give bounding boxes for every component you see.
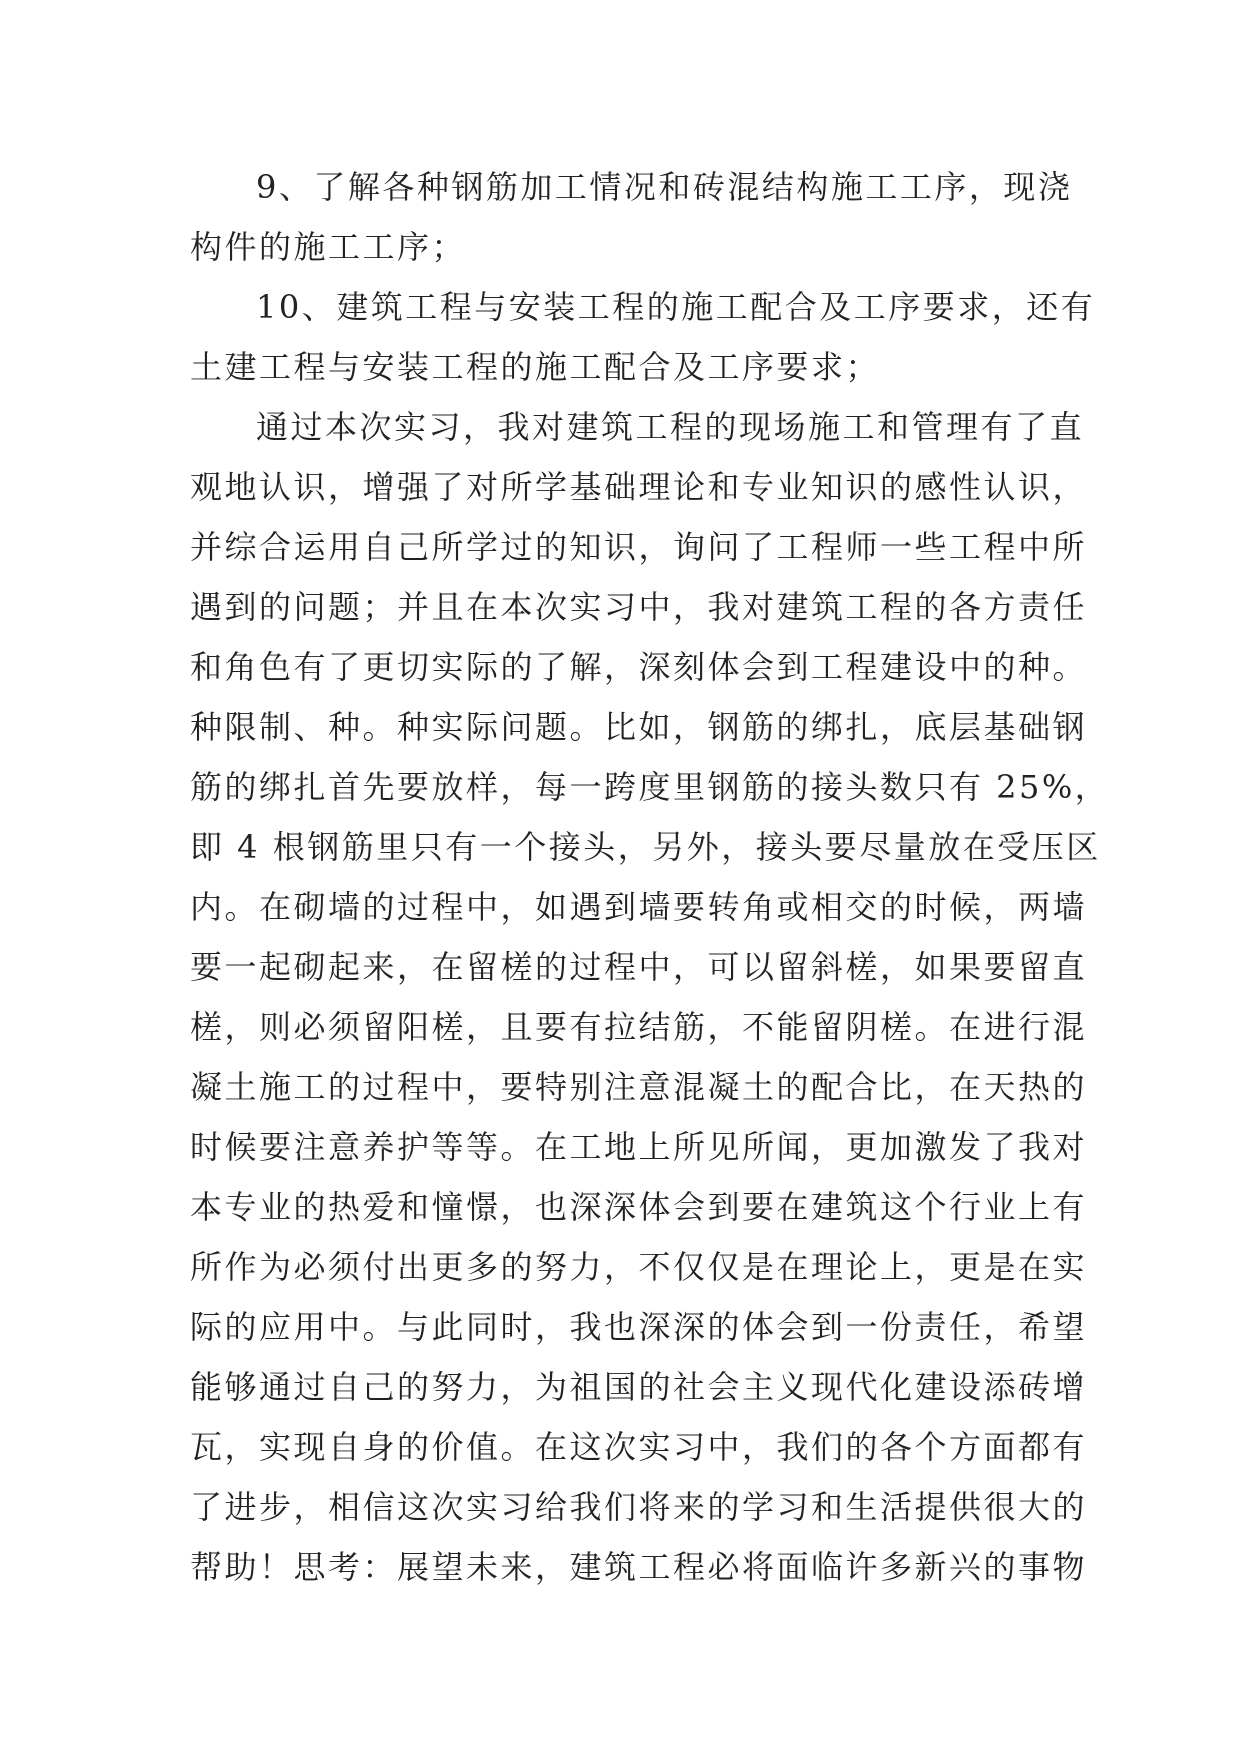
paragraph-10-line-1: 10、建筑工程与安装工程的施工配合及工序要求，还有 <box>256 288 1096 326</box>
summary-line-11: 槎，则必须留阳槎，且要有拉结筋，不能留阴槎。在进行混 <box>190 1008 1088 1046</box>
summary-line-14: 本专业的热爱和憧憬，也深深体会到要在建筑这个行业上有 <box>190 1188 1088 1226</box>
summary-line-13: 时候要注意养护等等。在工地上所见所闻，更加激发了我对 <box>190 1128 1088 1166</box>
paragraph-9-line-2: 构件的施工工序； <box>190 228 467 266</box>
summary-line-5: 和角色有了更切实际的了解，深刻体会到工程建设中的种。 <box>190 648 1088 686</box>
summary-line-12: 凝土施工的过程中，要特别注意混凝土的配合比，在天热的 <box>190 1068 1088 1106</box>
summary-line-15: 所作为必须付出更多的努力，不仅仅是在理论上，更是在实 <box>190 1248 1088 1286</box>
summary-line-9: 内。在砌墙的过程中，如遇到墙要转角或相交的时候，两墙 <box>190 888 1088 926</box>
document-body <box>190 157 1110 1597</box>
summary-line-1: 通过本次实习，我对建筑工程的现场施工和管理有了直 <box>256 408 1085 446</box>
summary-line-7: 筋的绑扎首先要放样，每一跨度里钢筋的接头数只有 25%， <box>190 768 1110 806</box>
summary-line-6: 种限制、种。种实际问题。比如，钢筋的绑扎，底层基础钢 <box>190 708 1088 746</box>
summary-line-10: 要一起砌起来，在留槎的过程中，可以留斜槎，如果要留直 <box>190 948 1088 986</box>
paragraph-9-line-1: 9、了解各种钢筋加工情况和砖混结构施工工序，现浇 <box>256 168 1073 206</box>
summary-line-17: 能够通过自己的努力，为祖国的社会主义现代化建设添砖增 <box>190 1368 1088 1406</box>
paragraph-10-line-2: 土建工程与安装工程的施工配合及工序要求； <box>190 348 881 386</box>
summary-line-4: 遇到的问题；并且在本次实习中，我对建筑工程的各方责任 <box>190 588 1088 626</box>
summary-line-18: 瓦，实现自身的价值。在这次实习中，我们的各个方面都有 <box>190 1428 1088 1466</box>
summary-line-3: 并综合运用自己所学过的知识，询问了工程师一些工程中所 <box>190 528 1088 566</box>
summary-line-19: 了进步，相信这次实习给我们将来的学习和生活提供很大的 <box>190 1488 1088 1526</box>
summary-line-8: 即 4 根钢筋里只有一个接头，另外，接头要尽量放在受压区 <box>190 828 1101 866</box>
summary-line-20: 帮助！思考：展望未来，建筑工程必将面临许多新兴的事物 <box>190 1548 1088 1586</box>
summary-line-2: 观地认识，增强了对所学基础理论和专业知识的感性认识， <box>190 468 1088 506</box>
summary-line-16: 际的应用中。与此同时，我也深深的体会到一份责任，希望 <box>190 1308 1088 1346</box>
